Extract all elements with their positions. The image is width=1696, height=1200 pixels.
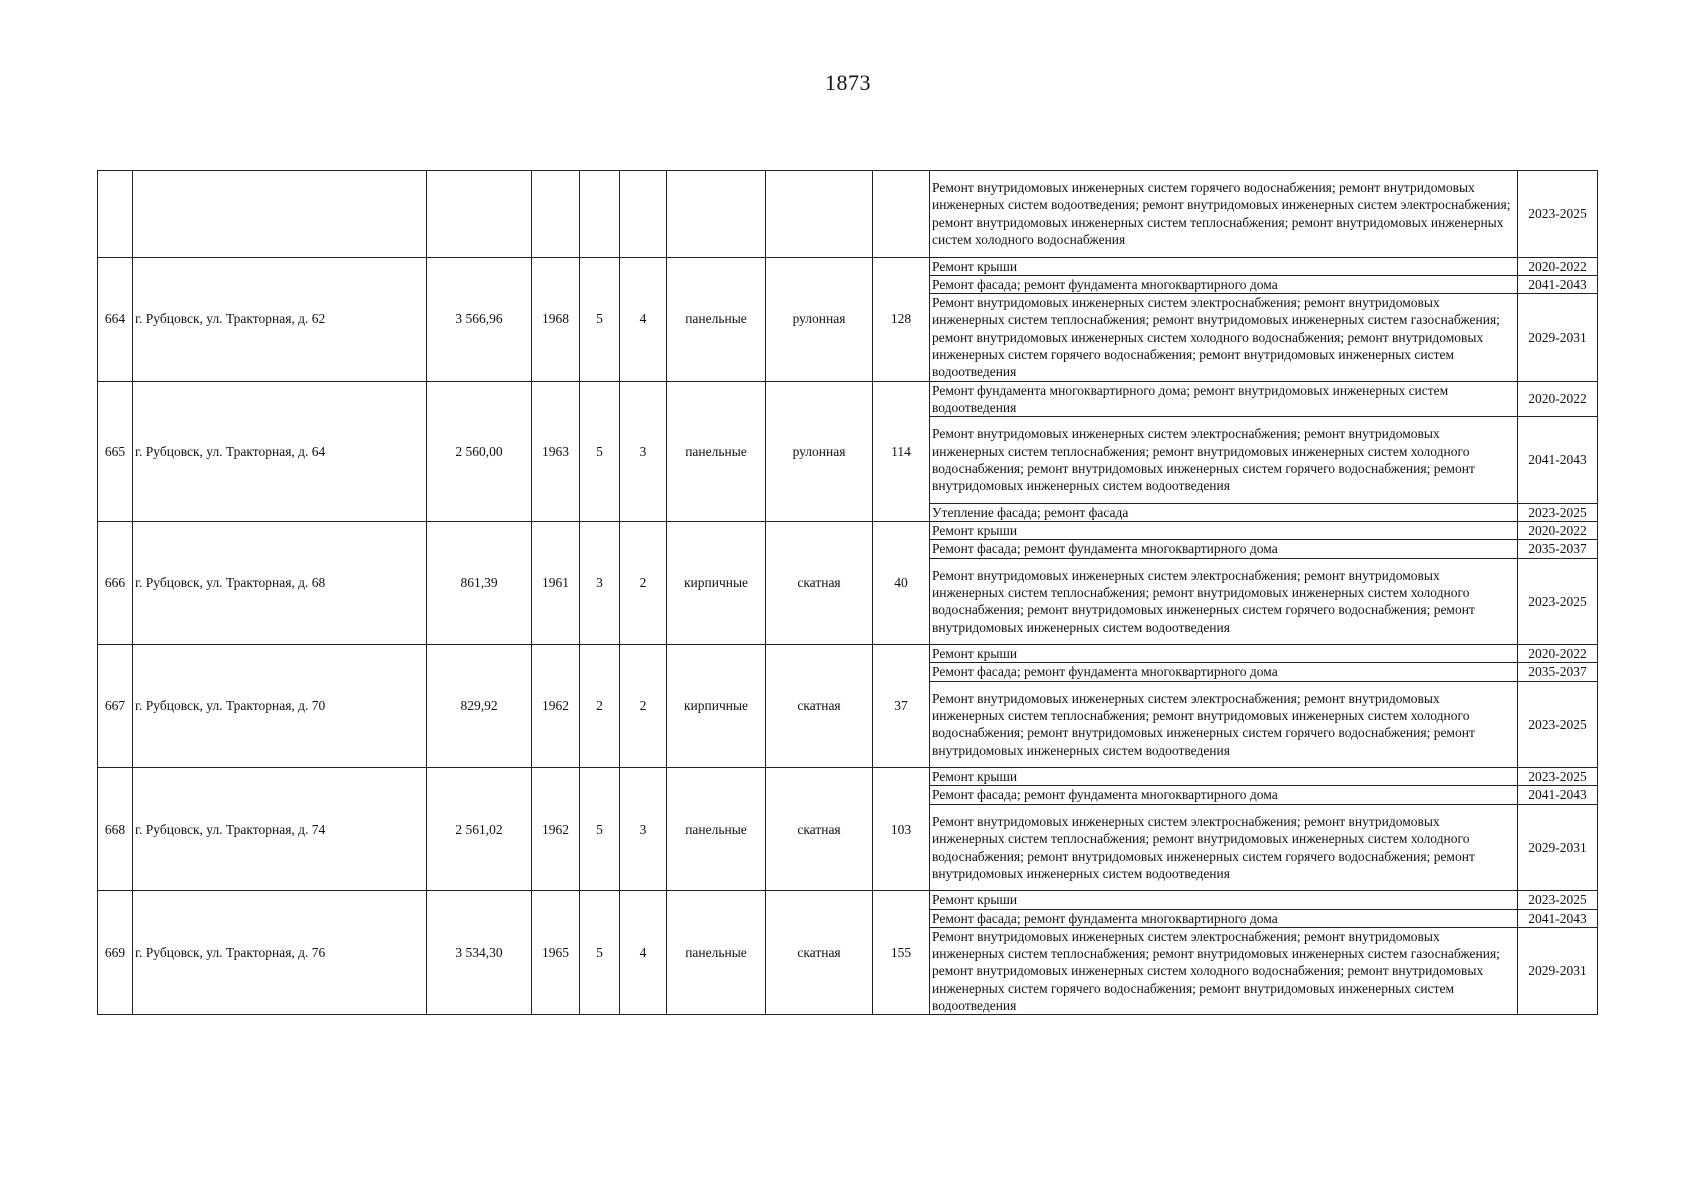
- entrances-cell: [620, 171, 667, 258]
- repair-work-cell: Ремонт фасада; ремонт фундамента многоквартирного дома: [930, 275, 1518, 293]
- roof-type-cell: скатная: [766, 891, 873, 1015]
- repair-period-cell: 2023-2025: [1518, 768, 1598, 786]
- repair-work-cell: Ремонт крыши: [930, 768, 1518, 786]
- year-built-cell: 1965: [532, 891, 580, 1015]
- repair-work-cell: Утепление фасада; ремонт фасада: [930, 503, 1518, 521]
- address-cell: г. Рубцовск, ул. Тракторная, д. 68: [133, 521, 427, 644]
- repair-schedule-table: [97, 170, 1598, 1015]
- year-built-cell: [532, 171, 580, 258]
- entrances-cell: 3: [620, 768, 667, 891]
- repair-period-cell: 2029-2031: [1518, 294, 1598, 381]
- house-number-cell: 669: [98, 891, 133, 1015]
- year-built-cell: 1963: [532, 381, 580, 521]
- apartments-count-cell: 37: [873, 645, 930, 768]
- repair-period-cell: 2020-2022: [1518, 645, 1598, 663]
- roof-type-cell: рулонная: [766, 257, 873, 381]
- wall-material-cell: панельные: [667, 768, 766, 891]
- address-cell: г. Рубцовск, ул. Тракторная, д. 62: [133, 257, 427, 381]
- repair-work-cell: Ремонт фасада; ремонт фундамента многоквартирного дома: [930, 663, 1518, 681]
- repair-period-cell: 2020-2022: [1518, 257, 1598, 275]
- table-row: [98, 768, 1598, 786]
- repair-period-cell: 2023-2025: [1518, 681, 1598, 768]
- table-body: [98, 171, 1598, 1015]
- wall-material-cell: панельные: [667, 891, 766, 1015]
- repair-period-cell: 2041-2043: [1518, 786, 1598, 804]
- roof-type-cell: скатная: [766, 768, 873, 891]
- apartments-count-cell: 103: [873, 768, 930, 891]
- repair-period-cell: 2035-2037: [1518, 663, 1598, 681]
- wall-material-cell: панельные: [667, 381, 766, 521]
- roof-type-cell: скатная: [766, 521, 873, 644]
- total-area-cell: [427, 171, 532, 258]
- repair-period-cell: 2029-2031: [1518, 927, 1598, 1014]
- total-area-cell: 2 560,00: [427, 381, 532, 521]
- table-row: [98, 171, 1598, 258]
- floors-cell: 5: [580, 891, 620, 1015]
- roof-type-cell: рулонная: [766, 381, 873, 521]
- repair-work-cell: Ремонт внутридомовых инженерных систем электроснабжения; ремонт внутридомовых инженерных систем теплоснабжения; ремонт внутридомовых инженерных систем газоснабжения; ремонт внутридомовых инженерных систем холодного водоснабжения; ремонт внутридомовых инженерных систем горячего водоснабжения; ремонт внутридомовых инженерных систем водоотведения: [930, 294, 1518, 381]
- repair-work-cell: Ремонт крыши: [930, 257, 1518, 275]
- apartments-count-cell: [873, 171, 930, 258]
- repair-work-cell: Ремонт внутридомовых инженерных систем электроснабжения; ремонт внутридомовых инженерных систем теплоснабжения; ремонт внутридомовых инженерных систем холодного водоснабжения; ремонт внутридомовых инженерных систем горячего водоснабжения; ремонт внутридомовых инженерных систем водоотведения: [930, 558, 1518, 645]
- repair-period-cell: 2023-2025: [1518, 503, 1598, 521]
- floors-cell: 2: [580, 645, 620, 768]
- repair-period-cell: 2029-2031: [1518, 804, 1598, 891]
- entrances-cell: 2: [620, 521, 667, 644]
- floors-cell: 5: [580, 381, 620, 521]
- table-row: [98, 381, 1598, 417]
- repair-work-cell: Ремонт внутридомовых инженерных систем электроснабжения; ремонт внутридомовых инженерных систем теплоснабжения; ремонт внутридомовых инженерных систем газоснабжения; ремонт внутридомовых инженерных систем холодного водоснабжения; ремонт внутридомовых инженерных систем горячего водоснабжения; ремонт внутридомовых инженерных систем водоотведения: [930, 927, 1518, 1014]
- house-number-cell: 666: [98, 521, 133, 644]
- repair-period-cell: 2041-2043: [1518, 275, 1598, 293]
- floors-cell: 3: [580, 521, 620, 644]
- repair-work-cell: Ремонт фасада; ремонт фундамента многоквартирного дома: [930, 909, 1518, 927]
- address-cell: [133, 171, 427, 258]
- address-cell: г. Рубцовск, ул. Тракторная, д. 76: [133, 891, 427, 1015]
- repair-work-cell: Ремонт внутридомовых инженерных систем электроснабжения; ремонт внутридомовых инженерных систем теплоснабжения; ремонт внутридомовых инженерных систем холодного водоснабжения; ремонт внутридомовых инженерных систем горячего водоснабжения; ремонт внутридомовых инженерных систем водоотведения: [930, 681, 1518, 768]
- total-area-cell: 861,39: [427, 521, 532, 644]
- repair-work-cell: Ремонт внутридомовых инженерных систем горячего водоснабжения; ремонт внутридомовых инженерных систем водоотведения; ремонт внутридомовых инженерных систем электроснабжения; ремонт внутридомовых инженерных систем теплоснабжения; ремонт внутридомовых инженерных систем холодного водоснабжения: [930, 171, 1518, 258]
- apartments-count-cell: 128: [873, 257, 930, 381]
- repair-period-cell: 2023-2025: [1518, 558, 1598, 645]
- apartments-count-cell: 155: [873, 891, 930, 1015]
- roof-type-cell: [766, 171, 873, 258]
- repair-period-cell: 2041-2043: [1518, 909, 1598, 927]
- house-number-cell: 667: [98, 645, 133, 768]
- roof-type-cell: скатная: [766, 645, 873, 768]
- house-number-cell: 668: [98, 768, 133, 891]
- page-number: 1873: [825, 70, 871, 95]
- floors-cell: 5: [580, 257, 620, 381]
- entrances-cell: 3: [620, 381, 667, 521]
- repair-work-cell: Ремонт внутридомовых инженерных систем электроснабжения; ремонт внутридомовых инженерных систем теплоснабжения; ремонт внутридомовых инженерных систем холодного водоснабжения; ремонт внутридомовых инженерных систем горячего водоснабжения; ремонт внутридомовых инженерных систем водоотведения: [930, 804, 1518, 891]
- entrances-cell: 2: [620, 645, 667, 768]
- apartments-count-cell: 114: [873, 381, 930, 521]
- repair-period-cell: 2020-2022: [1518, 381, 1598, 417]
- entrances-cell: 4: [620, 891, 667, 1015]
- house-number-cell: [98, 171, 133, 258]
- repair-period-cell: 2023-2025: [1518, 171, 1598, 258]
- table-row: [98, 891, 1598, 909]
- floors-cell: 5: [580, 768, 620, 891]
- total-area-cell: 3 566,96: [427, 257, 532, 381]
- wall-material-cell: кирпичные: [667, 521, 766, 644]
- repair-work-cell: Ремонт фундамента многоквартирного дома; ремонт внутридомовых инженерных систем водоотведения: [930, 381, 1518, 417]
- year-built-cell: 1968: [532, 257, 580, 381]
- total-area-cell: 3 534,30: [427, 891, 532, 1015]
- entrances-cell: 4: [620, 257, 667, 381]
- repair-work-cell: Ремонт внутридомовых инженерных систем электроснабжения; ремонт внутридомовых инженерных систем теплоснабжения; ремонт внутридомовых инженерных систем холодного водоснабжения; ремонт внутридомовых инженерных систем горячего водоснабжения; ремонт внутридомовых инженерных систем водоотведения: [930, 417, 1518, 504]
- repair-period-cell: 2041-2043: [1518, 417, 1598, 504]
- repair-period-cell: 2035-2037: [1518, 540, 1598, 558]
- table-row: [98, 521, 1598, 539]
- repair-work-cell: Ремонт крыши: [930, 521, 1518, 539]
- floors-cell: [580, 171, 620, 258]
- year-built-cell: 1962: [532, 645, 580, 768]
- year-built-cell: 1961: [532, 521, 580, 644]
- wall-material-cell: [667, 171, 766, 258]
- total-area-cell: 829,92: [427, 645, 532, 768]
- house-number-cell: 665: [98, 381, 133, 521]
- address-cell: г. Рубцовск, ул. Тракторная, д. 74: [133, 768, 427, 891]
- repair-period-cell: 2023-2025: [1518, 891, 1598, 909]
- wall-material-cell: панельные: [667, 257, 766, 381]
- wall-material-cell: кирпичные: [667, 645, 766, 768]
- repair-period-cell: 2020-2022: [1518, 521, 1598, 539]
- repair-work-cell: Ремонт крыши: [930, 891, 1518, 909]
- house-number-cell: 664: [98, 257, 133, 381]
- repair-work-cell: Ремонт фасада; ремонт фундамента многоквартирного дома: [930, 786, 1518, 804]
- total-area-cell: 2 561,02: [427, 768, 532, 891]
- repair-work-cell: Ремонт крыши: [930, 645, 1518, 663]
- table-row: [98, 645, 1598, 663]
- table-row: [98, 257, 1598, 275]
- year-built-cell: 1962: [532, 768, 580, 891]
- repair-work-cell: Ремонт фасада; ремонт фундамента многоквартирного дома: [930, 540, 1518, 558]
- address-cell: г. Рубцовск, ул. Тракторная, д. 70: [133, 645, 427, 768]
- apartments-count-cell: 40: [873, 521, 930, 644]
- address-cell: г. Рубцовск, ул. Тракторная, д. 64: [133, 381, 427, 521]
